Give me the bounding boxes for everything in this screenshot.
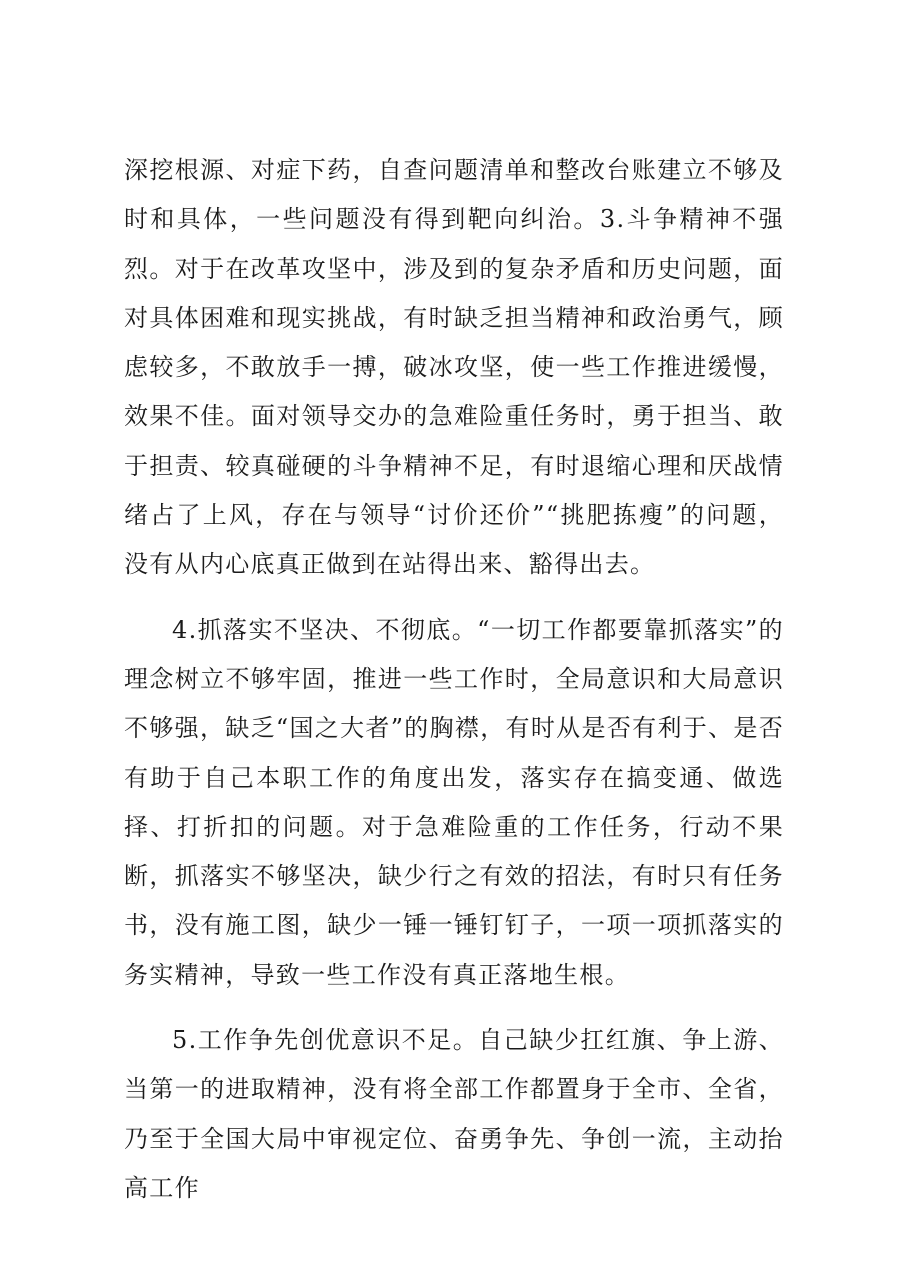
document-body <box>124 146 784 1229</box>
paragraph-item-4: 4.抓落实不坚决、不彻底。“一切工作都要靠抓落实”的理念树立不够牢固，推进一些工作时，全局意识和大局意识不够强，缺乏“国之大者”的胸襟，有时从是否有利于、是否有助于自己本职工作的角度出发，落实存在搞变通、做选择、打折扣的问题。对于急难险重的工作任务，行动不果断，抓落实不够坚决，缺少行之有效的招法，有时只有任务书，没有施工图，缺少一锤一锤钉钉子，一项一项抓落实的务实精神，导致一些工作没有真正落地生根。 <box>124 615 784 989</box>
paragraph-continued: 深挖根源、对症下药，自查问题清单和整改台账建立不够及时和具体，一些问题没有得到靶向纠治。3.斗争精神不强烈。对于在改革攻坚中，涉及到的复杂矛盾和历史问题，面对具体困难和现实挑战，有时缺乏担当精神和政治勇气，顾虑较多，不敢放手一搏，破冰攻坚，使一些工作推进缓慢，效果不佳。面对领导交办的急难险重任务时，勇于担当、敢于担责、较真碰硬的斗争精神不足，有时退缩心理和厌战情绪占了上风，存在与领导“讨价还价”“挑肥拣瘦”的问题，没有从内心底真正做到在站得出来、豁得出去。 <box>124 156 784 579</box>
paragraph-item-5: 5.工作争先创优意识不足。自己缺少扛红旗、争上游、当第一的进取精神，没有将全部工作都置身于全市、全省，乃至于全国大局中审视定位、奋勇争先、争创一流，主动抬高工作 <box>124 1026 784 1202</box>
